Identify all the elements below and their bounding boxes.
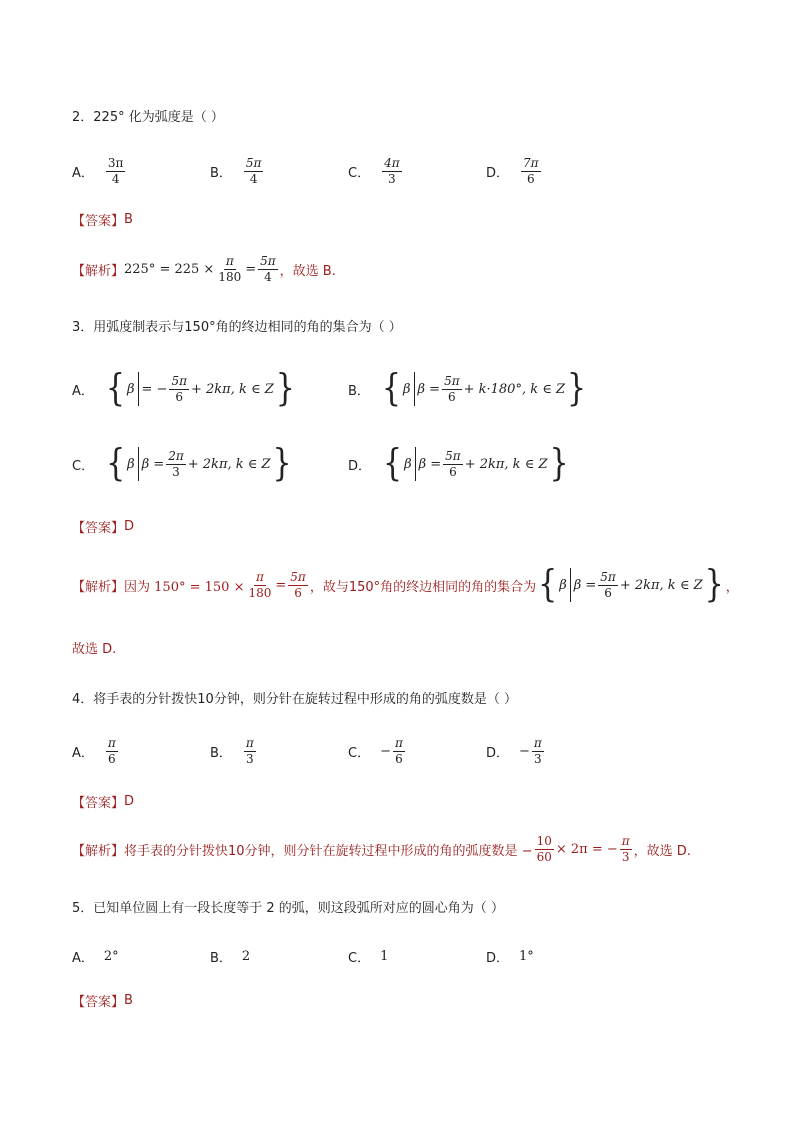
- q4-option-a: A． $\frac{\pi}{6}$: [72, 736, 116, 766]
- q3-option-d: D． { β β = $\frac{5\pi}{6}$ + 2kπ, k ∈ Z }: [348, 441, 569, 486]
- q4-option-c: C． − $\frac{\pi}{6}$: [348, 736, 403, 766]
- q4-answer: 【答案】 D: [72, 794, 135, 811]
- q5-option-a: A． 2°: [72, 949, 119, 966]
- q2-option-a: A． $\frac{3\pi}{4}$: [72, 156, 124, 186]
- q5-option-c: C． 1: [348, 949, 389, 966]
- q3-option-b: B． { β β = $\frac{5\pi}{6}$ + k·180°, k ∈ Z }: [348, 366, 587, 411]
- q3-analysis: 【解析】 因为 150° = 150 × $\frac{\pi}{180}$ = $\frac{5\pi}{6}$ ，故与150°角的终边相同的角的集合为 { β β = $\frac{5\pi}{6}$ + 2kπ, k ∈ Z } ，: [72, 562, 739, 607]
- q3-option-c: C． { β β = $\frac{2\pi}{3}$ + 2kπ, k ∈ Z }: [72, 441, 292, 486]
- q5-option-d: D． 1°: [486, 949, 534, 966]
- q4-option-b: B． $\frac{\pi}{3}$: [210, 736, 254, 766]
- q2-analysis: 【解析】 225° = 225 × $\frac{\pi}{180}$ = $\frac{5\pi}{4}$ ，故选 B.: [72, 254, 336, 284]
- q5-stem: 5．已知单位圆上有一段长度等于 2 的弧，则这段弧所对应的圆心角为（ ）: [72, 901, 504, 916]
- q2-option-d: D． $\frac{7\pi}{6}$: [486, 156, 539, 186]
- q5-option-b: B． 2: [210, 949, 251, 966]
- q3-option-a: A． { β = − $\frac{5\pi}{6}$ + 2kπ, k ∈ Z }: [72, 366, 295, 411]
- q5-answer: 【答案】 B: [72, 993, 133, 1010]
- q2-option-c: C． $\frac{4\pi}{3}$: [348, 156, 400, 186]
- q4-stem: 4．将手表的分针拨快10分钟，则分针在旋转过程中形成的角的弧度数是（ ）: [72, 692, 517, 707]
- q3-stem: 3．用弧度制表示与150°角的终边相同的角的集合为（ ）: [72, 320, 402, 335]
- q2-option-b: B． $\frac{5\pi}{4}$: [210, 156, 262, 186]
- q3-answer: 【答案】 D: [72, 519, 135, 536]
- q3-analysis-conclusion: 故选 D.: [72, 642, 117, 657]
- q2-answer: 【答案】 B: [72, 212, 133, 229]
- q4-option-d: D． − $\frac{\pi}{3}$: [486, 736, 542, 766]
- q4-analysis: 【解析】 将手表的分针拨快10分钟，则分针在旋转过程中形成的角的弧度数是 − $\frac{10}{60}$ × 2π = − $\frac{\pi}{3}$ ，故选 D.: [72, 834, 691, 864]
- q2-stem: 2．225° 化为弧度是（ ）: [72, 110, 224, 125]
